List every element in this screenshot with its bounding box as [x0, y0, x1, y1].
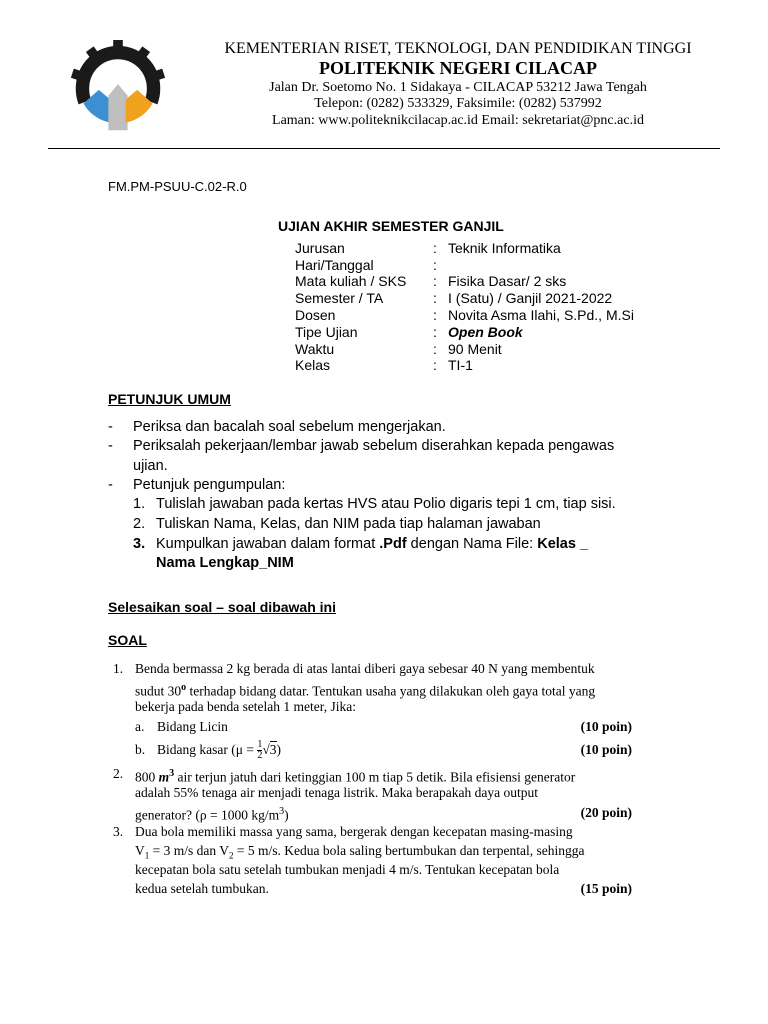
instruction-text: Petunjuk pengumpulan:	[133, 477, 286, 493]
fraction-numerator: 1	[257, 739, 263, 751]
info-colon: :	[433, 341, 437, 357]
question-2-text: air terjun jatuh dari ketinggian 100 m tiap 5 detik. Bila efisiensi generator	[174, 769, 576, 785]
sqrt-symbol: √	[262, 742, 270, 757]
info-colon: :	[433, 324, 437, 340]
info-value: Novita Asma Ilahi, S.Pd., M.Si	[448, 307, 634, 323]
letterhead-divider	[48, 148, 720, 149]
bullet-dash: -	[108, 477, 113, 493]
unit-m: m	[158, 769, 170, 785]
sub-question-b-text: Bidang kasar (	[157, 742, 236, 757]
info-label: Dosen	[295, 307, 336, 323]
info-value: 90 Menit	[448, 341, 502, 357]
info-value: Fisika Dasar/ 2 sks	[448, 273, 567, 289]
step-number: 2.	[133, 516, 146, 532]
info-label: Waktu	[295, 341, 335, 357]
degree-symbol: o	[181, 682, 187, 693]
sub-letter: b.	[135, 742, 146, 757]
file-name-part: Kelas _	[537, 536, 589, 552]
info-value: Open Book	[448, 324, 523, 340]
density-formula: ρ = 1000 kg/m	[199, 807, 280, 823]
sub-question-a: Bidang Licin	[157, 719, 228, 734]
info-label: Semester / TA	[295, 290, 384, 306]
sub-question-b	[157, 740, 281, 761]
bullet-dash: -	[108, 438, 113, 454]
question-number: 3.	[113, 824, 124, 839]
instructions-heading: PETUNJUK UMUM	[108, 391, 231, 407]
points-label: (20 poin)	[580, 805, 632, 820]
subscript: 1	[144, 850, 150, 861]
info-label: Jurusan	[295, 240, 345, 256]
institution-phone: Telepon: (0282) 533329, Faksimile: (0282) 537992	[314, 96, 602, 111]
info-label: Kelas	[295, 357, 331, 373]
info-colon: :	[433, 307, 437, 323]
velocity-symbol: V	[135, 843, 145, 858]
step-text: Tuliskan Nama, Kelas, dan NIM pada tiap halaman jawaban	[156, 516, 541, 532]
institution-web: Laman: www.politeknikcilacap.ac.id Email: sekretariat@pnc.ac.id	[272, 113, 644, 128]
info-colon: :	[433, 240, 437, 256]
points-label: (15 poin)	[580, 881, 632, 896]
info-value: TI-1	[448, 357, 473, 373]
question-number: 2.	[113, 766, 124, 781]
points-label: (10 poin)	[580, 719, 632, 734]
mu-symbol: μ =	[235, 742, 258, 757]
section-subheading: Selesaikan soal – soal dibawah ini	[108, 599, 336, 615]
ministry-name: KEMENTERIAN RISET, TEKNOLOGI, DAN PENDIDIKAN TINGGI	[224, 40, 692, 57]
info-colon: :	[433, 273, 437, 289]
step-text-prefix: Kumpulkan jawaban dalam format	[156, 536, 380, 552]
sqrt-value: 3	[269, 742, 277, 757]
info-colon: :	[433, 290, 437, 306]
info-colon: :	[433, 357, 437, 373]
unit-exponent: 3	[279, 806, 285, 817]
bullet-dash: -	[108, 419, 113, 435]
sub-letter: a.	[135, 719, 145, 734]
question-1-line: bekerja pada benda setelah 1 meter, Jika:	[135, 699, 356, 714]
close-paren: )	[276, 742, 282, 757]
file-format: .Pdf	[379, 536, 407, 552]
fraction-denominator: 2	[257, 750, 263, 762]
question-3-text: = 5 m/s. Kedua bola saling bertumbukan dan terpental, sehingga	[233, 843, 585, 858]
question-3-line: Dua bola memiliki massa yang sama, bergerak dengan kecepatan masing-masing	[135, 824, 573, 839]
question-number: 1.	[113, 661, 124, 676]
instruction-text: ujian.	[133, 458, 168, 474]
step-text-middle: dengan Nama File:	[406, 536, 538, 552]
subscript: 2	[229, 850, 234, 861]
step-text	[156, 534, 676, 554]
institution-logo	[70, 40, 166, 136]
info-colon: :	[433, 257, 437, 273]
volume-value: 800	[135, 769, 159, 785]
file-name-part: Nama Lengkap_NIM	[156, 555, 294, 571]
step-number: 3.	[133, 536, 146, 552]
question-2-text: generator? (	[135, 807, 200, 823]
question-3-line: kecepatan bola satu setelah tumbukan menjadi 4 m/s. Tentukan kecepatan bola	[135, 862, 560, 877]
angle-value: sudut 30	[135, 683, 182, 699]
question-1-text: terhadap bidang datar. Tentukan usaha yang dilakukan oleh gaya total yang	[186, 683, 596, 699]
info-value: Teknik Informatika	[448, 240, 561, 256]
institution-name: POLITEKNIK NEGERI CILACAP	[318, 58, 598, 78]
question-3-text: = 3 m/s dan V	[149, 843, 229, 858]
step-text: Tulislah jawaban pada kertas HVS atau Polio digaris tepi 1 cm, tiap sisi.	[156, 496, 616, 512]
question-1-line: Benda bermassa 2 kg berada di atas lantai diberi gaya sebesar 40 N yang membentuk	[135, 661, 595, 676]
soal-heading: SOAL	[108, 632, 147, 648]
close-paren: )	[284, 807, 289, 823]
question-2-line: adalah 55% tenaga air menjadi tenaga listrik. Maka berapakah daya output	[135, 785, 538, 800]
form-code: FM.PM-PSUU-C.02-R.0	[108, 179, 247, 194]
question-3-line: kedua setelah tumbukan.	[135, 881, 269, 896]
info-label: Tipe Ujian	[295, 324, 358, 340]
institution-address: Jalan Dr. Soetomo No. 1 Sidakaya - CILACAP 53212 Jawa Tengah	[269, 80, 647, 95]
unit-exponent: 3	[169, 768, 175, 779]
info-label: Hari/Tanggal	[295, 257, 374, 273]
info-value: I (Satu) / Ganjil 2021-2022	[448, 290, 613, 306]
step-number: 1.	[133, 496, 146, 512]
info-label: Mata kuliah / SKS	[295, 273, 407, 289]
instruction-text: Periksalah pekerjaan/lembar jawab sebelum diserahkan kepada pengawas	[133, 438, 615, 454]
instruction-text: Periksa dan bacalah soal sebelum mengerjakan.	[133, 419, 446, 435]
points-label: (10 poin)	[580, 742, 632, 757]
exam-title: UJIAN AKHIR SEMESTER GANJIL	[278, 218, 504, 234]
